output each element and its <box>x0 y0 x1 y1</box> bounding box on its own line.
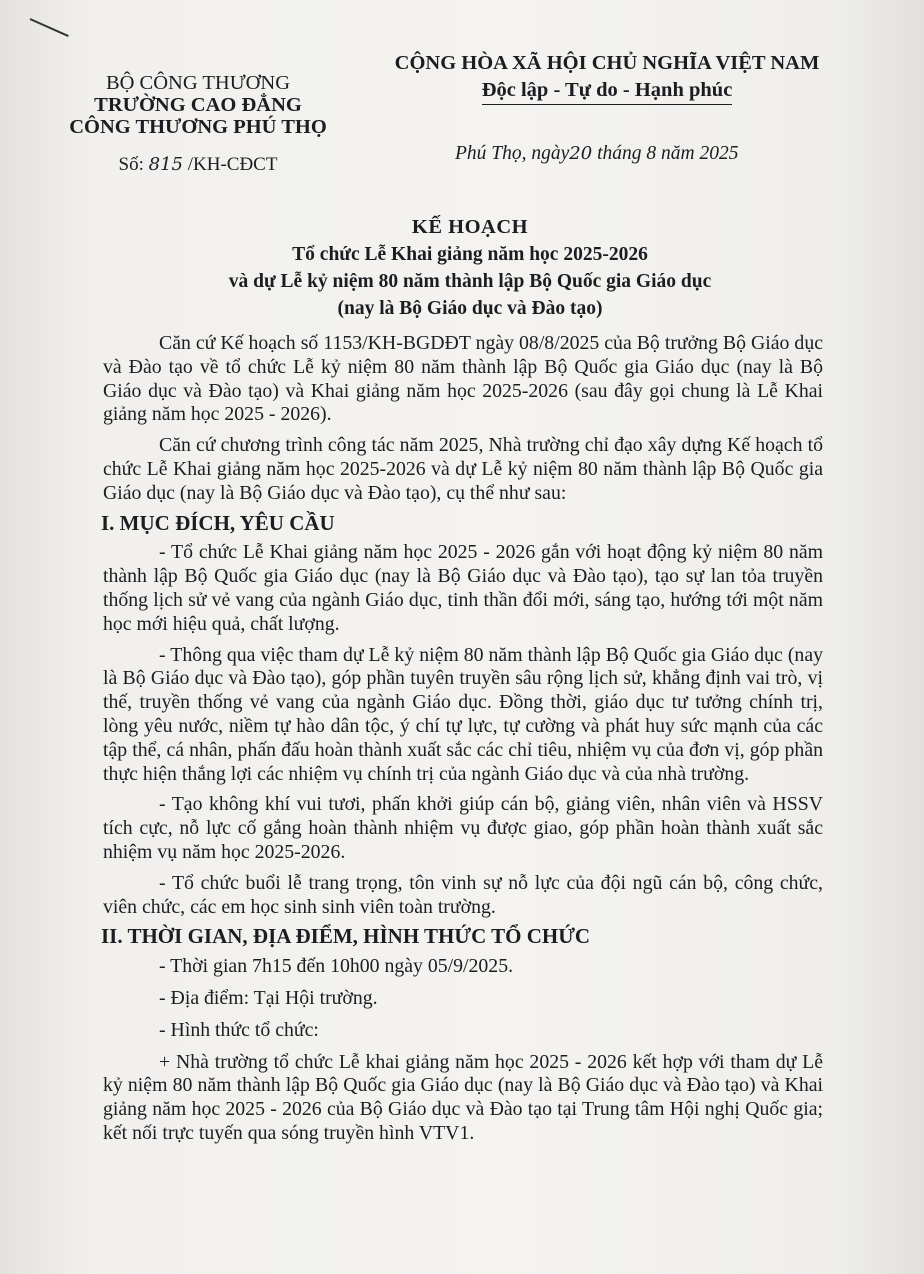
pen-mark <box>30 18 69 37</box>
doc-number-value: 815 <box>148 154 183 175</box>
paragraph-purpose-1: - Tổ chức Lễ Khai giảng năm học 2025 - 2026 gắn với hoạt động kỷ niệm 80 năm thành lập Bộ Quốc gia Giáo dục (nay là Bộ Giáo dục và Đào tạo), tạo sự lan tỏa truyền thống lịch sử vẻ vang của ngành Giáo dục, tinh thần đổi mới, sáng tạo, hướng tới một năm học mới hiệu quả, chất lượng. <box>103 541 823 635</box>
issuer-header <box>62 72 334 176</box>
paragraph-purpose-2: - Thông qua việc tham dự Lễ kỷ niệm 80 năm thành lập Bộ Quốc gia Giáo dục (nay là Bộ Giáo dục và Đào tạo), góp phần tuyên truyền sâu rộng lịch sử, khẳng định vai trò, vị thế, truyền thống vẻ vang của ngành Giáo dục. Đồng thời, giáo dục tư tưởng chính trị, lòng yêu nước, niềm tự hào dân tộc, ý chí tự lực, tự cường và phát huy sức mạnh của các tập thể, cá nhân, phấn đấu hoàn thành xuất sắc các chỉ tiêu, nhiệm vụ của đơn vị, góp phần thực hiện thắng lợi các nhiệm vụ chính trị của ngành Giáo dục và của nhà trường. <box>103 643 823 785</box>
document-body <box>103 332 823 1153</box>
school-name-line1: TRƯỜNG CAO ĐẲNG <box>94 94 302 116</box>
title-line3: (nay là Bộ Giáo dục và Đào tạo) <box>337 298 603 319</box>
date-prefix: Phú Thọ, ngày <box>455 143 570 164</box>
title-line2: và dự Lễ kỷ niệm 80 năm thành lập Bộ Quốc gia Giáo dục <box>228 271 712 292</box>
document-number <box>62 154 334 176</box>
school-name-line2: CÔNG THƯƠNG PHÚ THỌ <box>69 116 327 138</box>
date-suffix: tháng 8 năm 2025 <box>592 143 739 164</box>
document-title <box>70 214 870 322</box>
section-heading-1: I. MỤC ĐÍCH, YÊU CẦU <box>101 510 335 535</box>
doc-number-prefix: Số: <box>118 154 149 175</box>
paragraph-purpose-4: - Tổ chức buổi lễ trang trọng, tôn vinh sự nỗ lực của đội ngũ cán bộ, công chức, viên chức, các em học sinh sinh viên toàn trường. <box>103 871 823 918</box>
date-day: 20 <box>569 143 593 164</box>
doc-number-suffix: /KH-CĐCT <box>182 154 278 175</box>
paragraph-location: - Địa điểm: Tại Hội trường. <box>159 986 378 1009</box>
ministry-name: BỘ CÔNG THƯƠNG <box>105 72 291 94</box>
issue-date <box>455 143 738 165</box>
nation-name: CỘNG HÒA XÃ HỘI CHỦ NGHĨA VIỆT NAM <box>394 52 820 74</box>
paragraph-time: - Thời gian 7h15 đến 10h00 ngày 05/9/2025. <box>159 955 514 978</box>
paragraph-format: - Hình thức tổ chức: <box>159 1018 319 1041</box>
section-heading-2: II. THỜI GIAN, ĐỊA ĐIỂM, HÌNH THỨC TỔ CHỨC <box>101 924 591 949</box>
paragraph-purpose-3: - Tạo không khí vui tươi, phấn khởi giúp cán bộ, giảng viên, nhân viên và HSSV tích cực, nỗ lực cố gắng hoàn thành nhiệm vụ được giao, góp phần hoàn thành xuất sắc nhiệm vụ năm học 2025-2026. <box>103 793 823 863</box>
paragraph-basis-2: Căn cứ chương trình công tác năm 2025, Nhà trường chỉ đạo xây dựng Kế hoạch tổ chức Lễ Khai giảng năm học 2025-2026 và dự Lễ kỷ niệm 80 năm thành lập Bộ Quốc gia Giáo dục (nay là Bộ Giáo dục và Đào tạo), cụ thể như sau: <box>103 434 823 504</box>
document-type: KẾ HOẠCH <box>411 216 529 238</box>
paragraph-basis-1: Căn cứ Kế hoạch số 1153/KH-BGDĐT ngày 08/8/2025 của Bộ trưởng Bộ Giáo dục và Đào tạo về tổ chức Lễ kỷ niệm 80 năm thành lập Bộ Quốc gia Giáo dục (nay là Bộ Giáo dục và Đào tạo) và Khai giảng năm học 2025-2026 (sau đây gọi chung là Lễ Khai giảng năm học 2025 - 2026). <box>103 332 823 426</box>
title-line1: Tổ chức Lễ Khai giảng năm học 2025-2026 <box>292 244 648 265</box>
national-header <box>372 50 842 105</box>
paragraph-format-detail: + Nhà trường tổ chức Lễ khai giảng năm học 2025 - 2026 kết hợp với tham dự Lễ kỷ niệm 80 năm thành lập Bộ Quốc gia Giáo dục (nay là Bộ Giáo dục và Đào tạo) và Khai giảng năm học 2025 - 2026 của Bộ Giáo dục và Đào tạo tại Trung tâm Hội nghị Quốc gia; kết nối trực tuyến qua sóng truyền hình VTV1. <box>103 1050 823 1144</box>
national-motto: Độc lập - Tự do - Hạnh phúc <box>482 77 733 105</box>
